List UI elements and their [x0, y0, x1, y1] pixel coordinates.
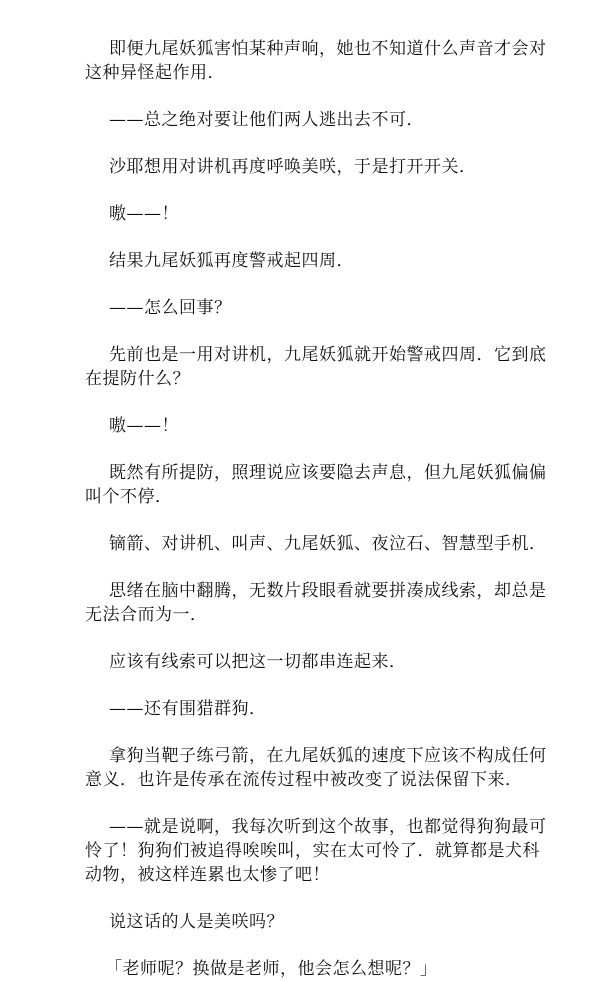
paragraph: 嗷——！ — [109, 416, 179, 436]
paragraph: 既然有所提防，照理说应该要隐去声息，但九尾妖狐偏偏叫个不停． — [85, 463, 547, 507]
paragraph: ——就是说啊，我每次听到这个故事，也都觉得狗狗最可怜了！狗狗们被追得唉唉叫，实在太可怜了．就算都是犬科动物，被这样连累也太惨了吧！ — [85, 817, 547, 885]
paragraph: 镝箭、对讲机、叫声、九尾妖狐、夜泣石、智慧型手机． — [109, 534, 547, 554]
paragraph: 说这话的人是美咲吗？ — [109, 912, 284, 932]
paragraph: ——怎么回事？ — [109, 298, 232, 318]
paragraph: 结果九尾妖狐再度警戒起四周． — [109, 251, 354, 271]
paragraph: 思绪在脑中翻腾，无数片段眼看就要拼凑成线索，却总是无法合而为一． — [85, 581, 547, 625]
paragraph: 应该有线索可以把这一切都串连起来． — [109, 652, 407, 672]
paragraph: 嗷——！ — [109, 204, 179, 224]
paragraph: 拿狗当靶子练弓箭，在九尾妖狐的速度下应该不构成任何意义．也许是传承在流传过程中被改变了说法保留下来． — [85, 746, 547, 790]
dialogue-quote: 「老师呢？换做是老师，他会怎么想呢？」 — [105, 959, 438, 979]
paragraph: 先前也是一用对讲机，九尾妖狐就开始警戒四周．它到底在提防什么？ — [85, 345, 547, 389]
paragraph: ——还有围猎群狗． — [109, 699, 267, 719]
paragraph: 即便九尾妖狐害怕某种声响，她也不知道什么声音才会对这种异怪起作用． — [85, 39, 547, 83]
paragraph: 沙耶想用对讲机再度呼唤美咲，于是打开开关． — [109, 157, 477, 177]
paragraph: ——总之绝对要让他们两人逃出去不可． — [109, 110, 424, 130]
